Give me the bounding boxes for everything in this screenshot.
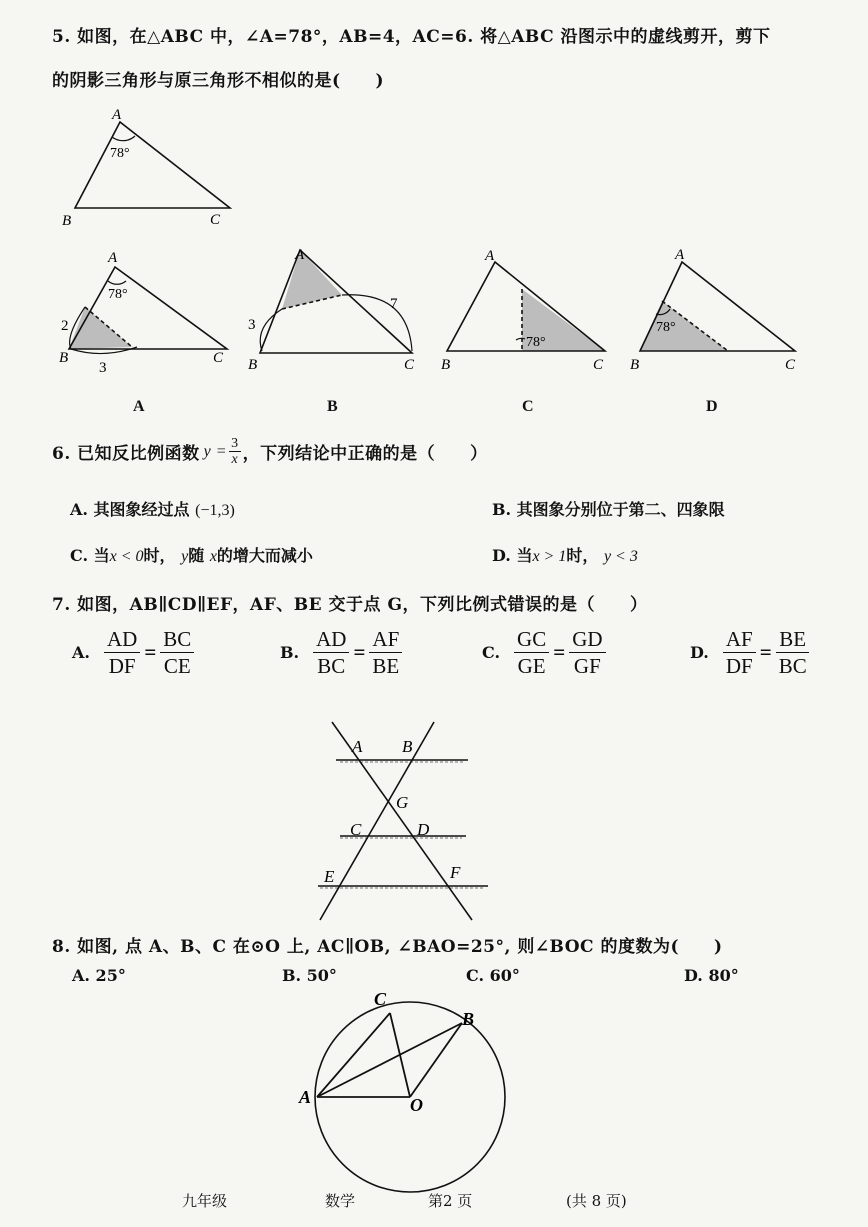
q6-stem-suffix: ，下列结论中正确的是（ ） <box>242 444 488 464</box>
q5-d-label-a: A <box>675 247 685 263</box>
q6-option-d <box>492 543 638 566</box>
q6-option-d-mid: 时， <box>566 546 599 565</box>
q7-d-d1: DF <box>725 654 753 678</box>
q5-d-label-c: C <box>785 357 796 373</box>
q7-option-d-frac2 <box>776 626 810 679</box>
q5-a-label-c: C <box>213 350 224 366</box>
q8-point-a: A <box>299 1087 312 1107</box>
q7-parallel-lines-figure <box>300 718 500 928</box>
q7-point-a: A <box>352 737 363 756</box>
q5-d-label-b: B <box>630 357 640 373</box>
q7-a-d2: CE <box>163 654 191 678</box>
q6-option-d-prefix: D. 当 <box>492 546 533 565</box>
q7-point-f: F <box>450 863 461 882</box>
q6-stem <box>52 436 488 467</box>
q8-point-b: B <box>462 1009 475 1029</box>
q5-a-side-3: 3 <box>99 360 107 376</box>
q7-b-n1: AD <box>313 626 349 653</box>
q6-option-c-prefix: C. 当 <box>70 546 110 565</box>
q7-b-d2: BE <box>372 654 400 678</box>
q7-option-c <box>482 626 606 679</box>
q6-option-c-y: y <box>181 548 189 565</box>
q5-b-side-7: 7 <box>390 296 398 312</box>
q5-c-label-b: B <box>441 357 451 373</box>
q5-a-label-a: A <box>108 250 118 266</box>
q5-option-b-label: B <box>327 398 338 415</box>
q6-func-num: 3 <box>231 436 239 451</box>
q8-point-o: O <box>410 1095 423 1115</box>
q5-main-label-c: C <box>210 212 221 228</box>
q7-point-e: E <box>324 867 335 886</box>
q7-a-eq: = <box>144 640 157 664</box>
q7-stem: 7. 如图，AB∥CD∥EF，AF、BE 交于点 G，下列比例式错误的是（ ） <box>52 595 648 615</box>
q8-option-d: D. 80° <box>684 966 739 985</box>
q5-main-label-b: B <box>62 213 72 229</box>
q5-a-label-b: B <box>59 350 69 366</box>
q5-option-c-label: C <box>522 398 534 415</box>
q7-point-c: C <box>350 820 362 839</box>
footer-total: (共 8 页) <box>566 1192 627 1210</box>
q7-c-eq: = <box>553 640 566 664</box>
q7-c-n1: GC <box>514 626 549 653</box>
q7-b-eq: = <box>353 640 366 664</box>
q6-option-a <box>70 497 235 520</box>
q7-option-a-label: A. <box>72 643 90 662</box>
q7-point-d: D <box>417 820 430 839</box>
q5-c-angle: 78° <box>526 335 546 350</box>
q7-d-n2: BE <box>776 626 809 653</box>
q7-option-c-label: C. <box>482 643 501 662</box>
q7-option-b <box>280 626 402 679</box>
q6-option-c-cond: x < 0 <box>109 548 144 565</box>
q5-a-side-2: 2 <box>61 318 69 334</box>
q7-a-n1: AD <box>104 626 140 653</box>
q8-option-a: A. 25° <box>72 966 126 985</box>
q6-func-y: y = <box>203 442 228 460</box>
q8-circle-figure <box>290 985 530 1195</box>
q7-a-d1: DF <box>108 654 136 678</box>
q5-option-d-figure <box>630 245 820 380</box>
q5-stem-line1: 5. 如图，在△ABC 中，∠A=78°，AB=4，AC=6. 将△ABC 沿图示中的虚线剪开，剪下 <box>52 27 771 47</box>
q6-option-d-cond: x > 1 <box>532 548 567 565</box>
q6-option-c-x: x <box>209 548 217 565</box>
q7-option-b-label: B. <box>280 643 300 662</box>
q6-func-frac <box>229 436 241 467</box>
q7-point-g: G <box>396 793 409 812</box>
q8-stem: 8. 如图, 点 A、B、C 在⊙O 上, AC∥OB, ∠BAO=25°, 则∠BOC 的度数为( ) <box>52 937 723 957</box>
q5-b-label-b: B <box>248 357 258 373</box>
q6-option-a-point: (−1,3) <box>195 502 235 519</box>
q5-b-label-c: C <box>404 357 415 373</box>
q6-option-d-result: y < 3 <box>603 548 638 565</box>
q7-c-d2: GF <box>573 654 601 678</box>
q5-b-side-3: 3 <box>248 317 256 333</box>
footer-grade: 九年级 <box>182 1192 228 1210</box>
q7-a-n2: BC <box>160 626 194 653</box>
q6-option-b: B. 其图象分别位于第二、四象限 <box>492 500 725 519</box>
q7-c-d1: GE <box>517 654 546 678</box>
q5-a-angle: 78° <box>108 287 128 302</box>
q7-b-d1: BC <box>317 654 346 678</box>
q7-option-c-frac2 <box>569 626 605 679</box>
q6-stem-prefix: 6. 已知反比例函数 <box>52 444 200 464</box>
q7-option-d-label: D. <box>690 643 709 662</box>
footer-page: 第2 页 <box>428 1192 473 1210</box>
q7-option-d-frac1 <box>723 626 756 679</box>
footer-subject: 数学 <box>325 1192 356 1210</box>
q6-func-den: x <box>231 452 239 467</box>
q5-option-a-figure <box>55 245 245 380</box>
q7-option-a-frac2 <box>160 626 194 679</box>
q7-b-n2: AF <box>369 626 402 653</box>
q7-d-eq: = <box>759 640 772 664</box>
q5-b-label-a: A <box>295 247 305 263</box>
q7-c-n2: GD <box>569 626 605 653</box>
q7-d-n1: AF <box>723 626 756 653</box>
q8-option-c: C. 60° <box>466 966 520 985</box>
q5-d-angle: 78° <box>656 320 676 335</box>
q5-option-a-label: A <box>133 398 145 415</box>
q7-d-d2: BC <box>778 654 807 678</box>
q7-option-a-frac1 <box>104 626 140 679</box>
q5-main-angle: 78° <box>110 146 130 161</box>
q5-c-label-c: C <box>593 357 604 373</box>
q5-main-label-a: A <box>112 107 122 123</box>
q6-option-c-suffix: 的增大而减小 <box>216 546 313 565</box>
q6-option-c-text: 随 <box>188 546 205 565</box>
q7-option-c-frac1 <box>514 626 549 679</box>
q5-stem-line2: 的阴影三角形与原三角形不相似的是( ) <box>52 71 385 91</box>
q6-option-c <box>70 543 313 566</box>
q5-option-d-label: D <box>706 398 718 415</box>
q5-c-label-a: A <box>485 248 495 264</box>
q6-option-a-prefix: A. 其图象经过点 <box>70 500 190 519</box>
q6-option-c-mid: 时， <box>143 546 176 565</box>
q5-option-c-figure <box>435 245 625 380</box>
q8-point-c: C <box>374 989 387 1009</box>
q7-option-a <box>72 626 194 679</box>
q7-point-b: B <box>402 737 413 756</box>
q7-option-d <box>690 626 810 679</box>
q8-option-b: B. 50° <box>282 966 337 985</box>
q5-option-b-figure <box>240 245 430 380</box>
q7-option-b-frac2 <box>369 626 402 679</box>
q7-option-b-frac1 <box>313 626 349 679</box>
q5-main-triangle-figure <box>50 100 250 240</box>
